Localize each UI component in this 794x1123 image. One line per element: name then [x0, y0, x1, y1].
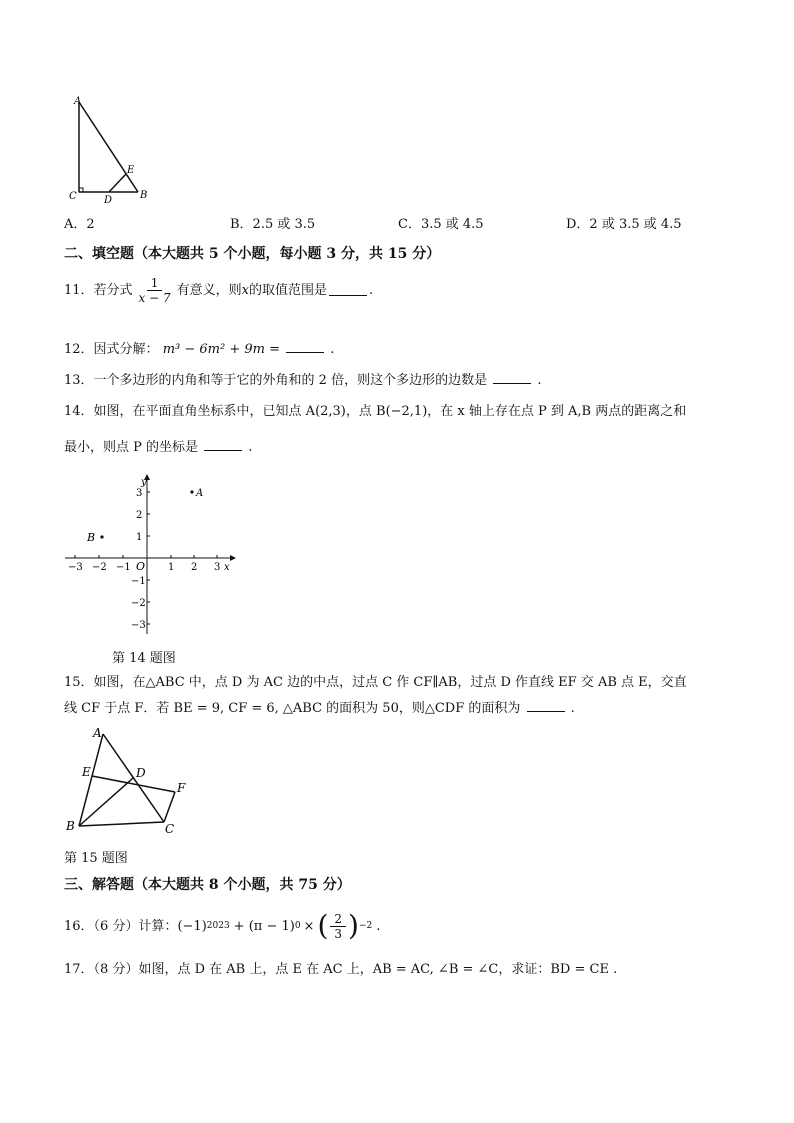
label-e: E	[127, 165, 135, 176]
y-tick-label: 2	[136, 510, 143, 521]
x-tick-label: 3	[214, 562, 221, 573]
question-12	[64, 342, 334, 356]
q11-mid: 有意义，则	[176, 283, 242, 298]
q12-expr: m³ − 6m² + 9m =	[162, 342, 280, 357]
section-2-title: 二、填空题（本大题共 5 个小题，每小题 3 分，共 15 分）	[64, 246, 441, 262]
q16-times: ×	[303, 918, 315, 934]
option-c: C．3.5 或 4.5	[398, 217, 484, 232]
label-c: C	[165, 822, 175, 836]
q14-end: .	[248, 440, 253, 455]
point-a-marker	[190, 490, 193, 493]
x-tick-label: −1	[116, 562, 131, 573]
triangle-figure-q15	[62, 724, 202, 842]
q13-end: .	[537, 373, 542, 388]
label-d: D	[104, 195, 113, 204]
label-f: F	[177, 781, 186, 795]
question-13	[64, 373, 542, 387]
label-d: D	[136, 766, 146, 780]
option-d: D．2 或 3.5 或 4.5	[566, 217, 682, 232]
q16-exp3: −2	[358, 920, 373, 931]
origin-label: O	[136, 560, 146, 573]
question-14-line-2	[64, 440, 252, 454]
option-b: B．2.5 或 3.5	[230, 217, 316, 232]
label-e: E	[82, 765, 91, 779]
label-b: B	[66, 819, 75, 833]
label-c: C	[69, 191, 77, 202]
q12-prefix: 12．因式分解：	[64, 342, 159, 357]
q16-prefix: 16．（6 分）计算：	[64, 918, 178, 934]
answer-blank-13[interactable]	[493, 373, 531, 384]
q11-end: .	[369, 283, 374, 298]
q11-fraction	[135, 276, 175, 305]
q11-prefix: 11．若分式	[64, 283, 133, 298]
y-axis-label: y	[141, 477, 147, 488]
q12-end: .	[330, 342, 335, 357]
q14-line2-text: 最小，则点 P 的坐标是	[64, 440, 199, 455]
q15-end: .	[570, 701, 575, 716]
figure-14-caption: 第 14 题图	[112, 651, 176, 666]
coordinate-plane-figure	[62, 474, 242, 650]
x-tick-label: 2	[191, 562, 198, 573]
x-axis-label: x	[224, 562, 230, 573]
q16-part1: (−1)	[177, 918, 207, 934]
q16-part2: + (π − 1)	[233, 918, 295, 934]
triangle-figure-q10	[66, 92, 166, 204]
q11-var: x	[241, 283, 249, 298]
y-tick-label: −1	[131, 576, 146, 587]
question-11	[64, 276, 373, 305]
question-17: 17．（8 分）如图，点 D 在 AB 上，点 E 在 AC 上，AB = AC, ∠B = ∠C，求证：BD = CE .	[64, 962, 618, 977]
q11-denominator: x − 7	[138, 291, 171, 305]
point-b-marker	[100, 535, 103, 538]
question-15-line-2	[64, 701, 575, 715]
x-tick-label: −3	[68, 562, 83, 573]
q13-text: 13．一个多边形的内角和等于它的外角和的 2 倍，则这个多边形的边数是	[64, 373, 488, 388]
q16-end: .	[376, 918, 381, 934]
option-a: A．2	[64, 217, 95, 232]
y-tick-label: −2	[131, 598, 146, 609]
question-14-line-1: 14．如图，在平面直角坐标系中，已知点 A(2,3)，点 B(−2,1)，在 x 轴上存在点 P 到 A,B 两点的距离之和	[64, 404, 687, 419]
question-16	[64, 906, 380, 946]
y-tick-label: 3	[136, 488, 143, 499]
answer-blank-15[interactable]	[527, 701, 565, 712]
q16-exp2: 0	[294, 920, 301, 931]
q15-line2-text: 线 CF 于点 F．若 BE = 9, CF = 6, △ABC 的面积为 50，则△CDF 的面积为	[64, 701, 521, 716]
q11-suffix: 的取值范围是	[249, 283, 328, 298]
left-paren: (	[317, 909, 329, 942]
question-15-line-1: 15．如图，在△ABC 中，点 D 为 AC 边的中点，过点 C 作 CF∥AB，过点 D 作直线 EF 交 AB 点 E，交直	[64, 675, 687, 690]
label-a: A	[74, 96, 82, 107]
label-b: B	[140, 190, 148, 201]
y-tick-label: −3	[131, 620, 146, 631]
right-paren: )	[348, 909, 359, 942]
q16-fraction	[330, 912, 346, 941]
figure-15-caption: 第 15 题图	[64, 851, 128, 866]
y-tick-label: 1	[136, 532, 143, 543]
answer-blank-14[interactable]	[204, 440, 242, 451]
x-tick-label: −2	[92, 562, 107, 573]
q16-exp1: 2023	[206, 920, 230, 931]
point-b-label: B	[87, 531, 96, 544]
q11-numerator: 1	[147, 276, 163, 291]
section-3-title: 三、解答题（本大题共 8 个小题，共 75 分）	[64, 877, 351, 893]
q16-numerator: 2	[330, 912, 346, 927]
x-tick-label: 1	[168, 562, 175, 573]
answer-blank-11[interactable]	[329, 285, 367, 296]
answer-blank-12[interactable]	[286, 342, 324, 353]
q16-denominator: 3	[334, 926, 343, 941]
label-a: A	[93, 726, 102, 740]
point-a-label: A	[196, 488, 204, 499]
